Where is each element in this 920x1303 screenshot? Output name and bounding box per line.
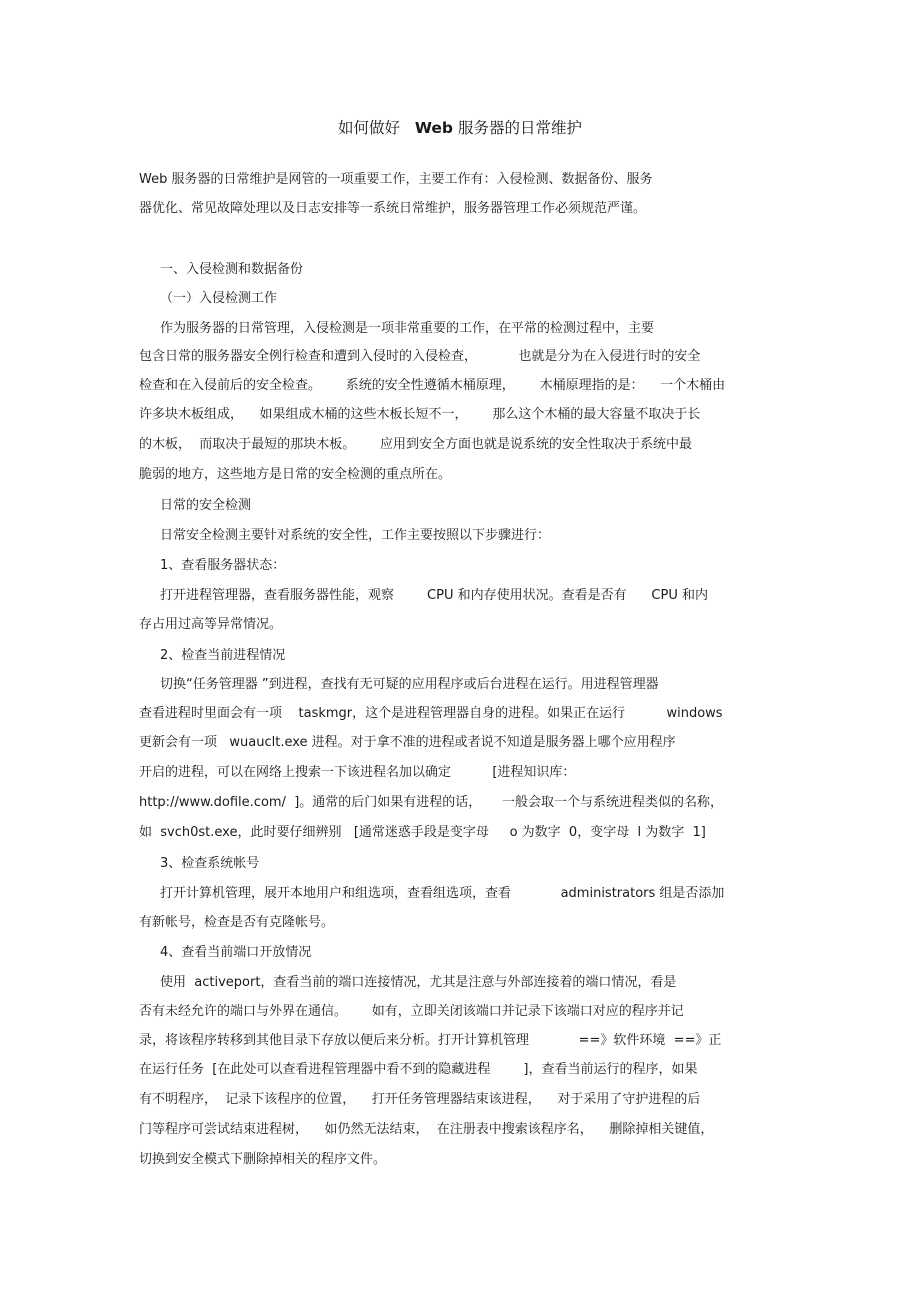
step2-line-6: 如 svch0st.exe，此时要仔细辨别 [通常迷惑手段是变字母 o 为数字 0，变字母 l 为数字 1] — [139, 825, 706, 840]
para1-line-5: 的木板， 而取决于最短的那块木板。 应用到安全方面也就是说系统的安全性取决于系统中最 — [139, 437, 693, 452]
subsection-heading: （一）入侵检测工作 — [160, 291, 278, 306]
step2-line-4: 开启的进程，可以在网络上搜索一下该进程名加以确定 [进程知识库： — [139, 765, 576, 780]
step3-line-2: 有新帐号，检查是否有克隆帐号。 — [139, 915, 335, 930]
step4-line-7: 切换到安全模式下删除掉相关的程序文件。 — [139, 1152, 387, 1167]
intro-line-2: 器优化、常见故障处理以及日志安排等一系统日常维护，服务器管理工作必须规范严谨。 — [139, 201, 647, 216]
title-post: 服务器的日常维护 — [457, 119, 582, 137]
para1-line-4: 许多块木板组成， 如果组成木桶的这些木板长短不一， 那么这个木桶的最大容量不取决于长 — [139, 407, 701, 422]
intro-line-1: Web 服务器的日常维护是网管的一项重要工作，主要工作有：入侵检测、数据备份、服务 — [139, 172, 653, 187]
step4-line-5: 有不明程序， 记录下该程序的位置， 打开任务管理器结束该进程， 对于采用了守护进程的后 — [139, 1092, 701, 1107]
step2-line-3: 更新会有一项 wuauclt.exe 进程。对于拿不准的进程或者说不知道是服务器上哪个应用程序 — [139, 735, 676, 750]
daily-check-heading: 日常的安全检测 — [160, 498, 252, 513]
step4-heading: 4、查看当前端口开放情况 — [160, 945, 312, 960]
step4-line-1: 使用 activeport，查看当前的端口连接情况，尤其是注意与外部连接着的端口情况，看是 — [160, 975, 677, 990]
step4-line-2: 否有未经允许的端口与外界在通信。 如有，立即关闭该端口并记录下该端口对应的程序并记 — [139, 1004, 684, 1019]
section-heading: 一、入侵检测和数据备份 — [160, 262, 304, 277]
daily-check-intro: 日常安全检测主要针对系统的安全性，工作主要按照以下步骤进行： — [160, 528, 551, 543]
step2-line-2: 查看进程时里面会有一项 taskmgr，这个是进程管理器自身的进程。如果正在运行 windows — [139, 706, 723, 721]
step1-heading: 1、查看服务器状态： — [160, 558, 286, 573]
step4-line-6: 门等程序可尝试结束进程树， 如仍然无法结束， 在注册表中搜索该程序名， 删除掉相关键值， — [139, 1122, 714, 1137]
document-title — [0, 116, 920, 138]
step4-line-4: 在运行任务 [在此处可以查看进程管理器中看不到的隐藏进程 ]，查看当前运行的程序，如果 — [139, 1062, 698, 1077]
para1-line-1: 作为服务器的日常管理，入侵检测是一项非常重要的工作，在平常的检测过程中，主要 — [160, 321, 655, 336]
step2-heading: 2、检查当前进程情况 — [160, 648, 286, 663]
step2-line-1: 切换“任务管理器 ”到进程，查找有无可疑的应用程序或后台进程在运行。用进程管理器 — [160, 677, 659, 692]
step2-line-5: http://www.dofile.com/ ]。通常的后门如果有进程的话， 一般会取一个与系统进程类似的名称， — [139, 795, 723, 810]
step3-line-1: 打开计算机管理，展开本地用户和组选项，查看组选项，查看 administrators 组是否添加 — [160, 886, 725, 901]
step4-line-3: 录，将该程序转移到其他目录下存放以便后来分析。打开计算机管理 ==》软件环境 ==》正 — [139, 1033, 722, 1048]
para1-line-3: 检查和在入侵前后的安全检查。 系统的安全性遵循木桶原理， 木桶原理指的是： 一个木桶由 — [139, 378, 726, 393]
title-web: Web — [414, 119, 453, 137]
step1-line-1: 打开进程管理器，查看服务器性能，观察 CPU 和内存使用状况。查看是否有 CPU 和内 — [160, 588, 708, 603]
para1-line-6: 脆弱的地方，这些地方是日常的安全检测的重点所在。 — [139, 467, 452, 482]
step1-line-2: 存占用过高等异常情况。 — [139, 617, 283, 632]
step3-heading: 3、检查系统帐号 — [160, 856, 260, 871]
para1-line-2: 包含日常的服务器安全例行检查和遭到入侵时的入侵检查， 也就是分为在入侵进行时的安全 — [139, 349, 701, 364]
title-pre: 如何做好 — [338, 119, 401, 137]
